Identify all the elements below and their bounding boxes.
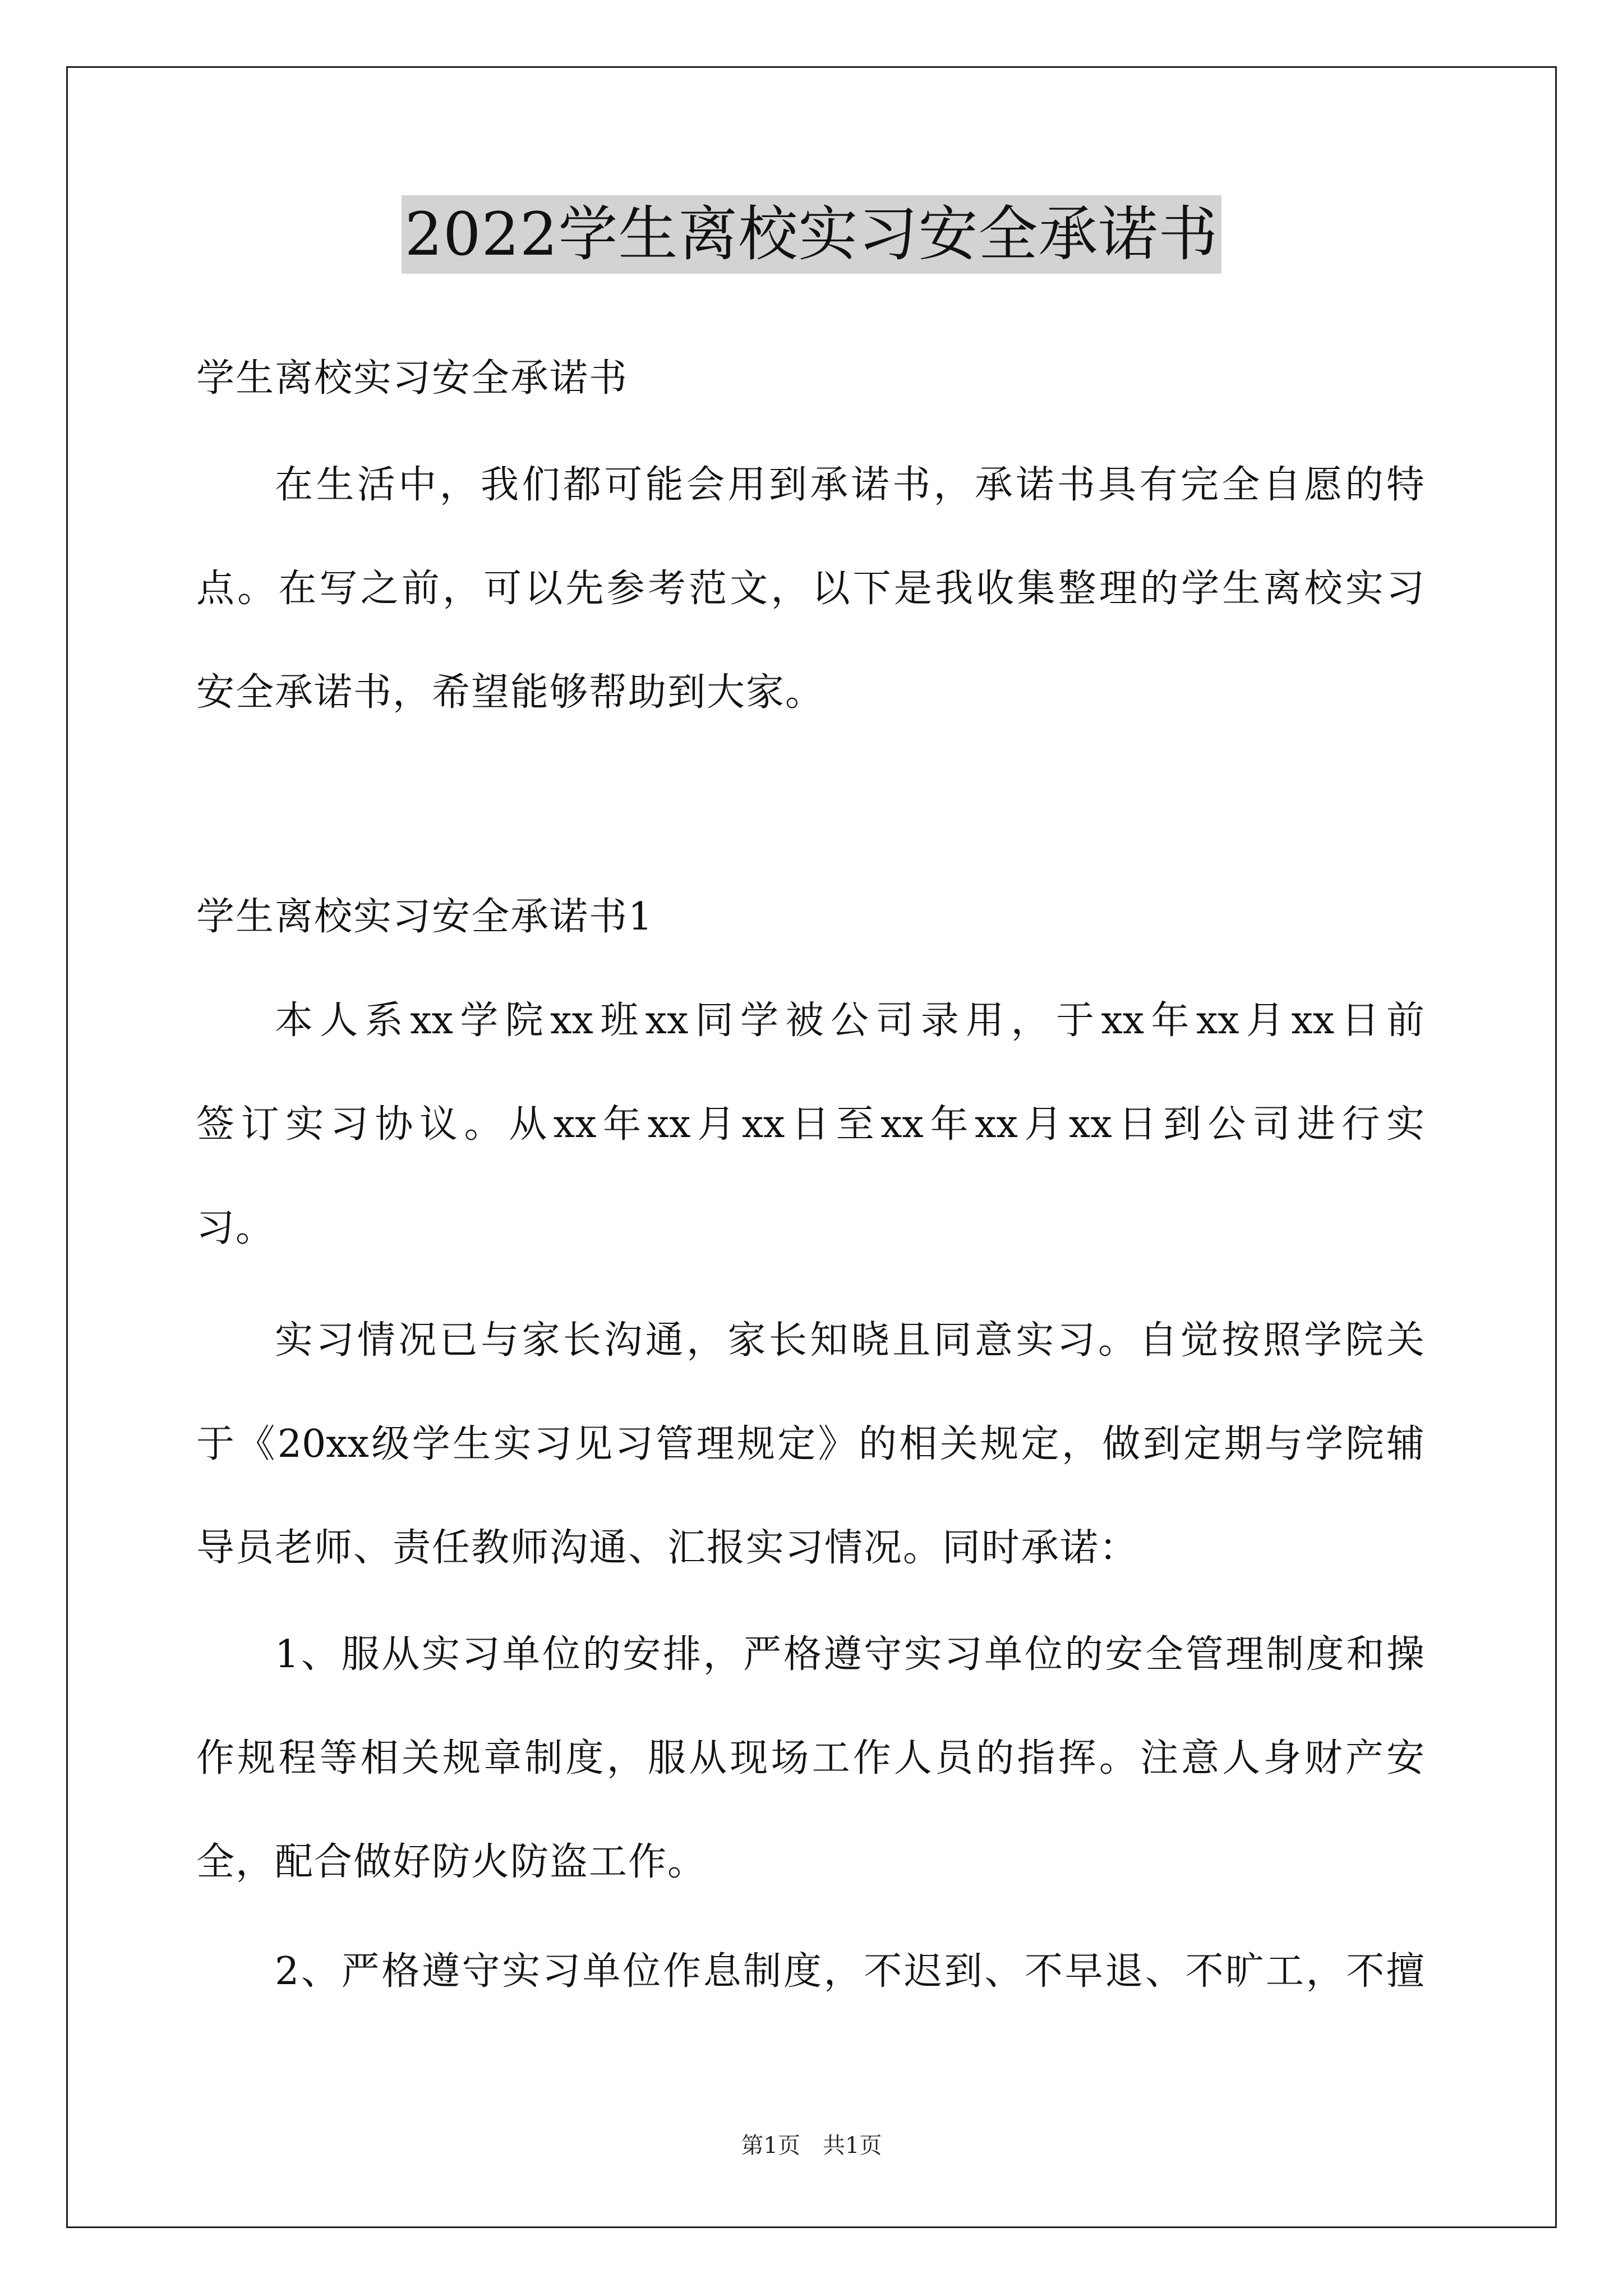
para3-line-3: 全，配合做好防火防盗工作。 [196,1840,707,1884]
para3-line-2: 作规程等相关规章制度，服从现场工作人员的指挥。注意人身财产安 [196,1736,1424,1780]
page-footer: 第1页 共1页 [741,2133,882,2159]
title-container [0,195,1623,274]
intro-line-3: 安全承诺书，希望能够帮助到大家。 [196,670,825,715]
para1-line-3: 习。 [196,1206,275,1250]
intro-line-1: 在生活中，我们都可能会用到承诺书，承诺书具有完全自愿的特 [275,463,1424,507]
document-title: 2022学生离校实习安全承诺书 [402,195,1222,274]
para2-line-2: 于《20xx级学生实习见习管理规定》的相关规定，做到定期与学院辅 [196,1422,1424,1466]
section-heading-1: 学生离校实习安全承诺书1 [196,895,654,939]
para3-line-1: 1、服从实习单位的安排，严格遵守实习单位的安全管理制度和操 [275,1632,1424,1677]
para2-line-3: 导员老师、责任教师沟通、汇报实习情况。同时承诺： [196,1526,1139,1570]
para1-line-1: 本人系xx学院xx班xx同学被公司录用，于xx年xx月xx日前 [275,999,1424,1043]
intro-line-2: 点。在写之前，可以先参考范文，以下是我收集整理的学生离校实习 [196,567,1424,611]
para4-line-1: 2、严格遵守实习单位作息制度，不迟到、不早退、不旷工，不擅 [275,1949,1424,1994]
para2-line-1: 实习情况已与家长沟通，家长知晓且同意实习。自觉按照学院关 [275,1318,1424,1363]
heading-main: 学生离校实习安全承诺书 [196,356,629,401]
para1-line-2: 签订实习协议。从xx年xx月xx日至xx年xx月xx日到公司进行实 [196,1102,1424,1147]
